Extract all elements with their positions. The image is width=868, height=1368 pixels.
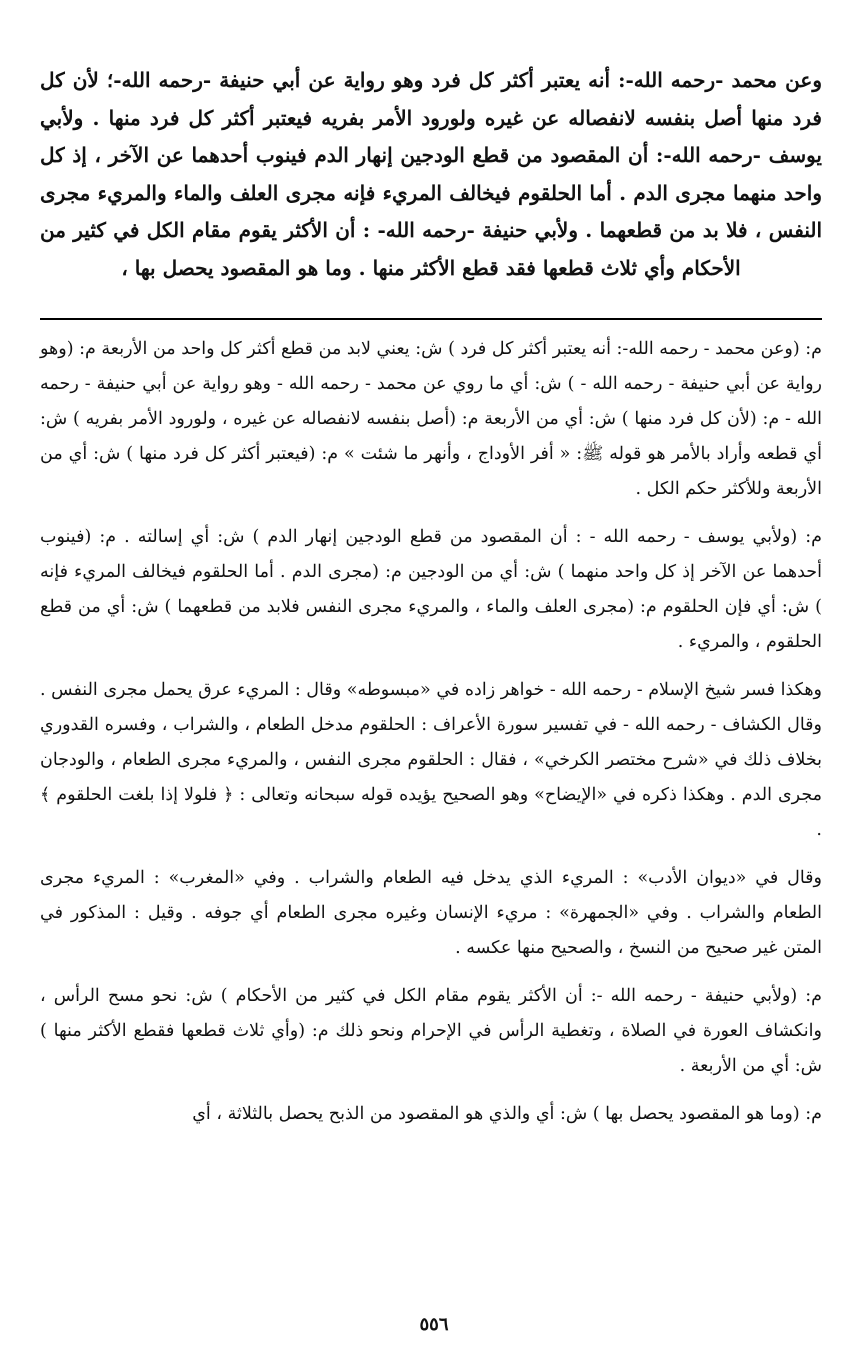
commentary-section bbox=[40, 332, 822, 1132]
commentary-paragraph: م: (وعن محمد - رحمه الله-: أنه يعتبر أكثر كل فرد ) ش: يعني لابد من قطع أكثر كل واحد من الأربعة م: (وهو رواية عن أبي حنيفة - رحمه الله - ) ش: أي ما روي عن محمد - رحمه الله - وهو رواية عن أبي حنيفة - رحمه الله - م: (لأن كل فرد منها ) ش: أي من الأربعة م: (أصل بنفسه لانفصاله عن غيره ، ولورود الأمر بفريه ) ش: أي قطعه وأراد بالأمر هو قوله ﷺ: « أفر الأوداج ، وأنهر ما شئت » م: (فيعتبر أكثر كل فرد منها ) ش: أي من الأربعة وللأكثر حكم الكل . bbox=[40, 339, 822, 499]
separator-line bbox=[40, 318, 822, 320]
commentary-paragraph: م: (ولأبي حنيفة - رحمه الله -: أن الأكثر يقوم مقام الكل في كثير من الأحكام ) ش: نحو مسح الرأس ، وانكشاف العورة في الصلاة ، وتغطية الرأس في الإحرام ونحو ذلك م: (وأي ثلاث قطعها فقطع الأكثر منها ) ش: أي من الأربعة . bbox=[40, 986, 822, 1076]
commentary-paragraph: وقال في «ديوان الأدب» : المريء الذي يدخل فيه الطعام والشراب . وفي «المغرب» : المريء مجرى الطعام والشراب . وفي «الجمهرة» : مريء الإنسان وغيره مجرى الطعام أي جوفه . وقيل : المذكور في المتن غير صحيح من النسخ ، والصحيح منها عكسه . bbox=[40, 868, 822, 958]
commentary-paragraph: وهكذا فسر شيخ الإسلام - رحمه الله - خواهر زاده في «مبسوطه» وقال : المريء عرق يحمل مجرى النفس . وقال الكشاف - رحمه الله - في تفسير سورة الأعراف : الحلقوم مدخل الطعام ، والشراب ، وفسره القدوري بخلاف ذلك في «شرح مختصر الكرخي» ، فقال : الحلقوم مجرى النفس ، والمريء مجرى الطعام ، والودجان مجرى الدم . وهكذا ذكره في «الإيضاح» وهو الصحيح يؤيده قوله سبحانه وتعالى : ﴿ فلولا إذا بلغت الحلقوم ﴾ . bbox=[40, 680, 822, 840]
page-number: ٥٥٦ bbox=[419, 1314, 449, 1335]
main-text: وعن محمد -رحمه الله-: أنه يعتبر أكثر كل فرد وهو رواية عن أبي حنيفة -رحمه الله-؛ لأن كل فرد منها أصل بنفسه لانفصاله عن غيره ولورود الأمر بفريه فيعتبر أكثر كل فرد منها . ولأبي يوسف -رحمه الله-: أن المقصود من قطع الودجين إنهار الدم فينوب أحدهما عن الآخر ، إذ كل واحد منهما مجرى الدم . أما الحلقوم فيخالف المريء فإنه مجرى العلف والماء والمريء مجرى النفس ، فلا بد من قطعهما . ولأبي حنيفة -رحمه الله- : أن الأكثر يقوم مقام الكل في كثير من الأحكام وأي ثلاث قطعها فقد قطع الأكثر منها . وما هو المقصود يحصل بها ، bbox=[40, 68, 822, 280]
commentary-paragraph: م: (ولأبي يوسف - رحمه الله - : أن المقصود من قطع الودجين إنهار الدم ) ش: أي إسالته . م: (فينوب أحدهما عن الآخر إذ كل واحد منهما ) ش: أي من الودجين م: (مجرى الدم . أما الحلقوم فيخالف المريء فإنه ) ش: أي فإن الحلقوم م: (مجرى العلف والماء ، والمريء مجرى النفس فلابد من قطعهما ) ش: أي من قطع الحلقوم ، والمريء . bbox=[40, 527, 822, 652]
commentary-paragraph: م: (وما هو المقصود يحصل بها ) ش: أي والذي هو المقصود من الذبح يحصل بالثلاثة ، أي bbox=[192, 1104, 822, 1124]
